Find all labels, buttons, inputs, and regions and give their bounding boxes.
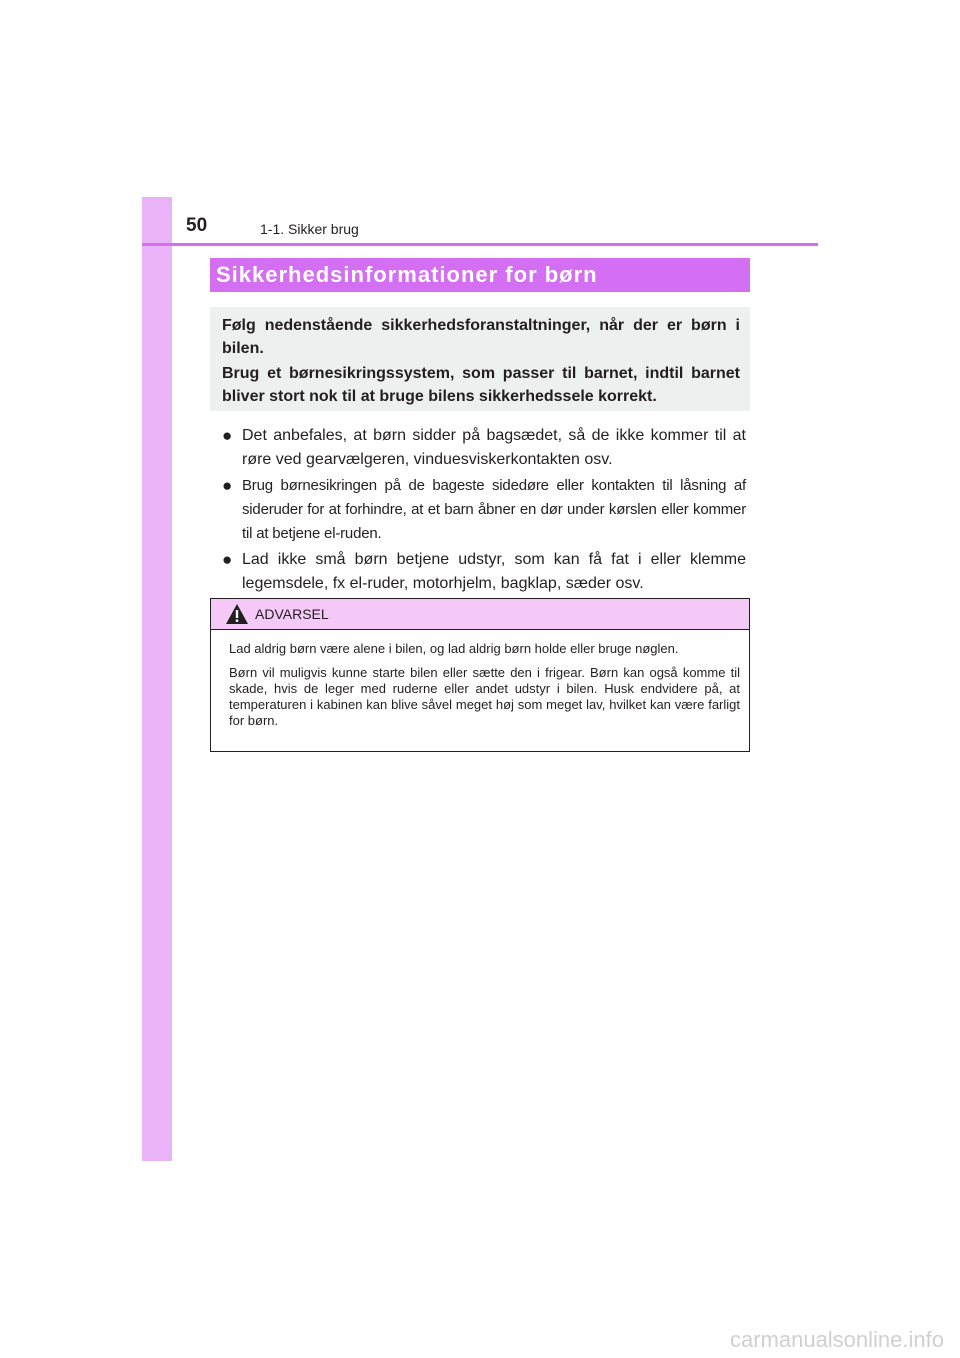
warning-paragraph: Lad aldrig børn være alene i bilen, og lad aldrig børn holde eller bruge nøglen. — [229, 641, 679, 656]
intro-paragraph: Brug et børnesikringssystem, som passer til barnet, indtil barnet bliver stort nok til at bruge bilens sikkerhedssele korrekt. — [222, 365, 740, 405]
list-item-text: Brug børnesikringen på de bageste sidedøre eller kontakten til låsning af sideruder for at forhindre, at et barn åbner en dør under kørslen eller kommer til at betjene el-ruden. — [242, 477, 746, 542]
warning-box — [210, 598, 750, 752]
bullet-icon: ● — [222, 426, 233, 445]
page-number: 50 — [186, 215, 208, 236]
warning-triangle-icon — [225, 603, 249, 625]
intro-box — [210, 307, 750, 411]
list-item-text: Det anbefales, at børn sidder på bagsædet, så de ikke kommer til at røre ved gearvælgeren, vinduesviskerkontakten osv. — [242, 427, 746, 468]
list-item — [222, 548, 746, 596]
header-divider — [142, 243, 818, 246]
bullet-icon: ● — [222, 550, 233, 569]
watermark: carmanualsonline.info — [729, 1327, 944, 1352]
bullet-list — [222, 424, 746, 598]
section-title-bar — [210, 258, 750, 292]
chapter-side-tab — [142, 197, 172, 1161]
intro-paragraph: Følg nedenstående sikkerhedsforanstaltninger, når der er børn i bilen. — [222, 317, 740, 357]
list-item — [222, 424, 746, 472]
warning-title: ADVARSEL — [255, 606, 329, 622]
warning-paragraph: Børn vil muligvis kunne starte bilen eller sætte den i frigear. Børn kan også komme til skade, hvis de leger med ruderne eller andet udstyr i bilen. Husk endvidere på, at temperaturen i kabinen kan blive såvel meget høj som meget lav, hvilket kan være farligt for børn. — [229, 665, 740, 728]
section-label: 1-1. Sikker brug — [260, 221, 359, 237]
bullet-icon: ● — [222, 476, 233, 495]
list-item — [222, 474, 746, 546]
page-title: Sikkerhedsinformationer for børn — [216, 262, 598, 287]
warning-header — [211, 599, 749, 630]
list-item-text: Lad ikke små børn betjene udstyr, som kan få fat i eller klemme legemsdele, fx el-ruder, motorhjelm, bagklap, sæder osv. — [242, 551, 746, 592]
